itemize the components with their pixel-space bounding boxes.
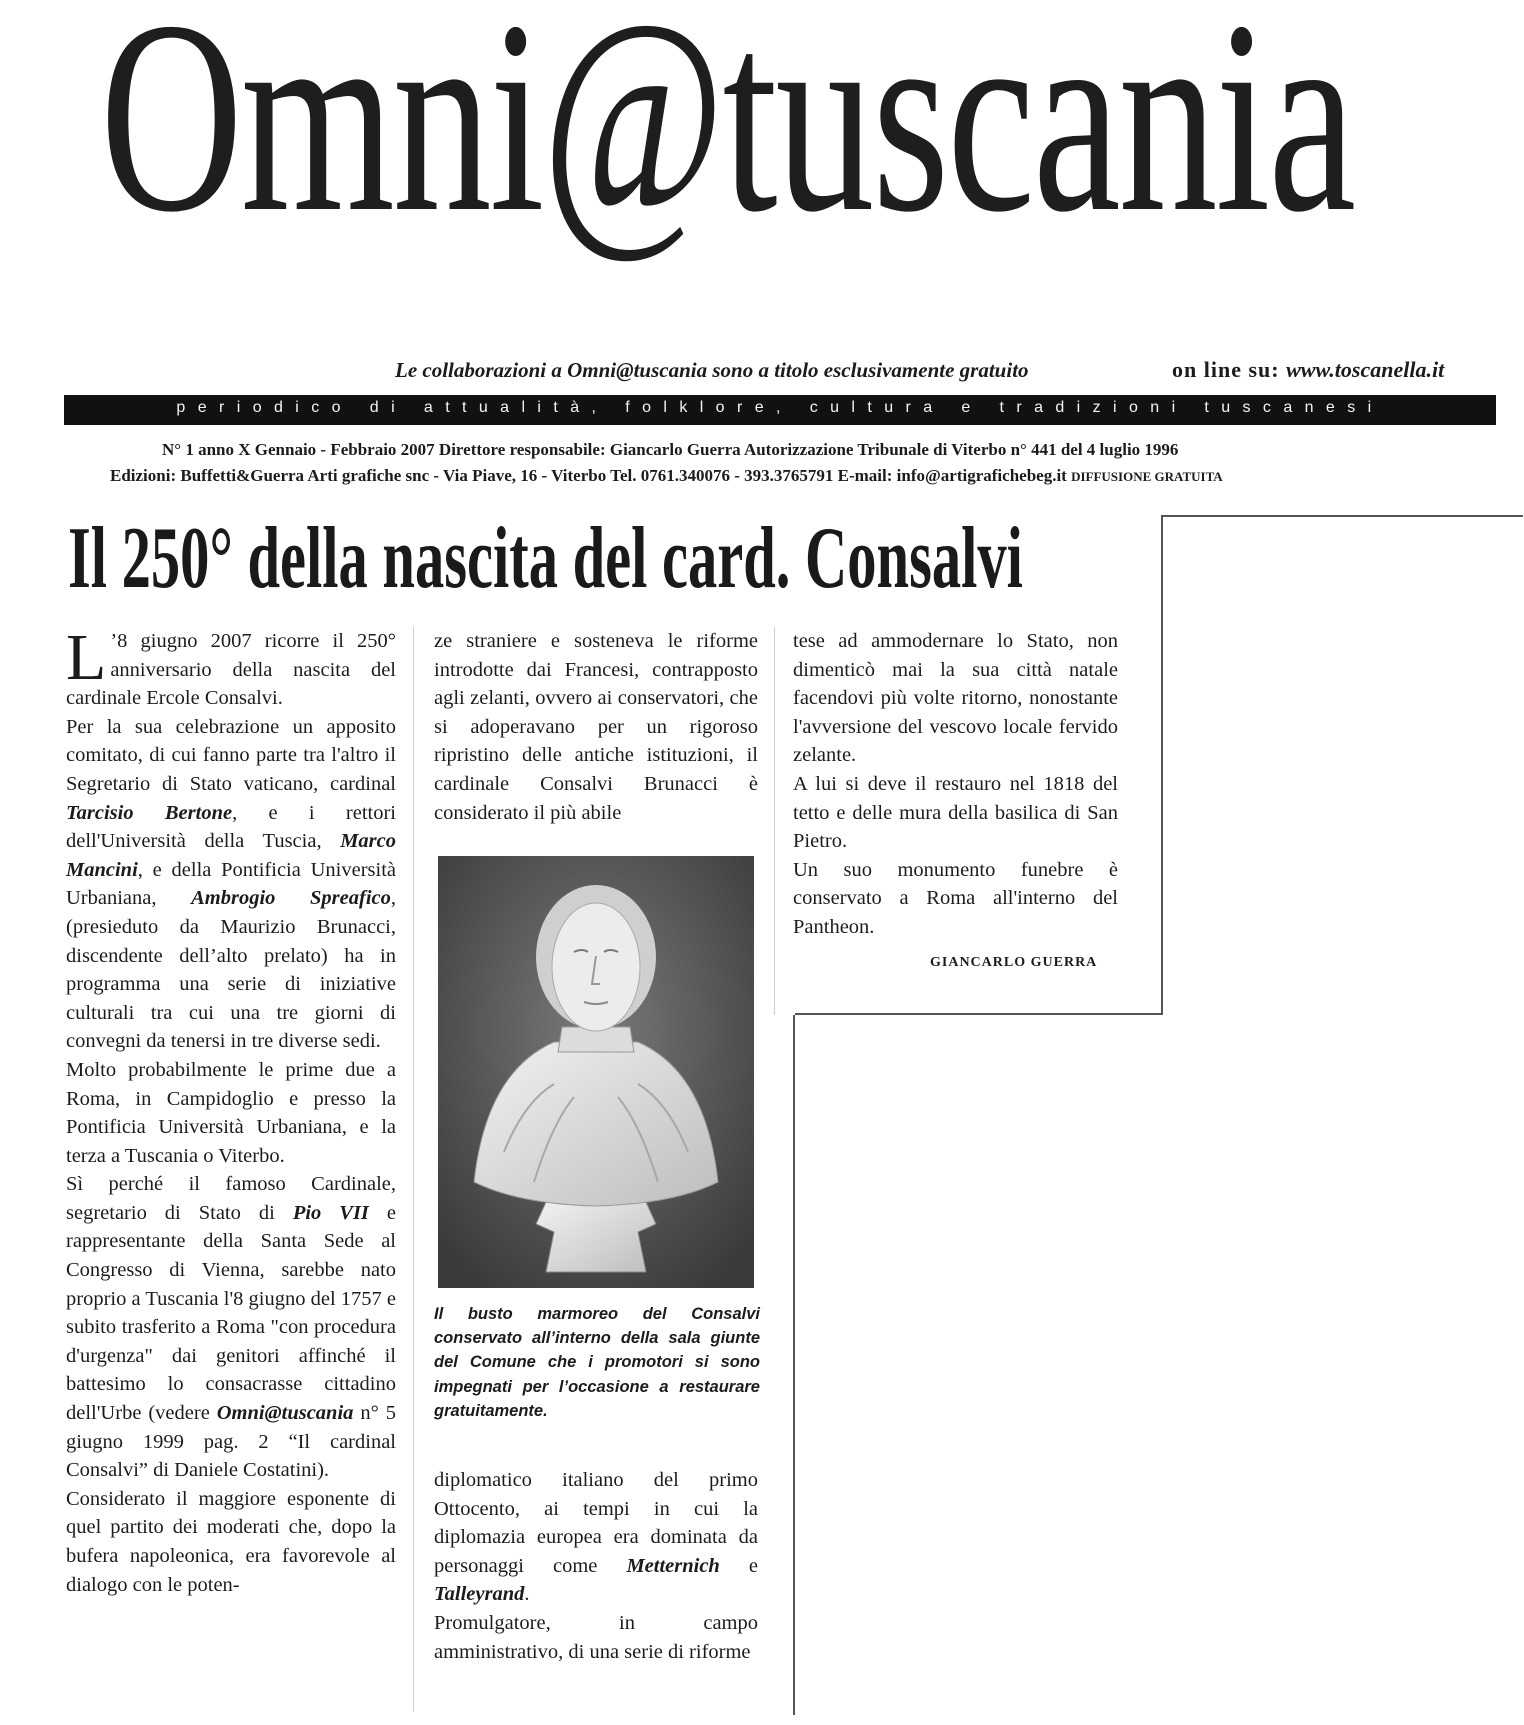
paragraph: Un suo monumento funebre è conservato a Roma all'interno del Pantheon. <box>793 858 1118 938</box>
bust-pedestal <box>536 1202 656 1272</box>
byline: GIANCARLO GUERRA <box>930 955 1098 970</box>
person-name: Metternich <box>626 1554 720 1577</box>
article-column-2-continued <box>434 1466 758 1666</box>
bust-face <box>552 903 640 1031</box>
masthead <box>100 20 1470 375</box>
text: Per la sua celebrazione un apposito comitato, di cui fanno parte tra l'altro il Segretario di Stato vaticano, cardinal <box>66 715 396 795</box>
column-divider <box>774 627 775 1015</box>
paragraph <box>434 1466 758 1609</box>
article-column-2 <box>434 627 758 827</box>
tagline-bar <box>64 395 1496 425</box>
clipping-edge-step <box>795 1013 1163 1015</box>
article-column-1 <box>66 621 396 1599</box>
article-column-3 <box>793 627 1118 942</box>
dropcap: L <box>66 621 107 694</box>
paragraph-text: ’8 giugno 2007 ricorre il 250° anniversario della nascita del cardinale Ercole Consalvi. <box>66 630 396 710</box>
collaboration-note: Le collaborazioni a Omni@tuscania sono a titolo esclusivamente gratuito <box>395 358 1029 382</box>
paragraph <box>66 713 396 1056</box>
person-name: Talleyrand <box>434 1583 525 1606</box>
issue-info-line1: N° 1 anno X Gennaio - Febbraio 2007 Direttore responsabile: Giancarlo Guerra Autorizzazione Tribunale di Viterbo n° 441 del 4 luglio 1996 <box>162 440 1179 459</box>
person-name: Ambrogio Spreafico <box>191 887 391 910</box>
clipping-edge-right <box>1161 515 1163 1015</box>
paragraph <box>66 1170 396 1485</box>
photo-caption: Il busto marmoreo del Consalvi conservato all’interno della sala giunte del Comune che i promotori si sono impegnati per l’occasione a restaurare gratuitamente. <box>434 1305 760 1420</box>
text: diplomatico italiano del primo Ottocento, ai tempi in cui la diplomazia europea era dominata da personaggi come <box>434 1469 758 1577</box>
person-name: Marco Mancini <box>66 830 396 881</box>
person-name: Tarcisio Bertone <box>66 801 233 824</box>
tagline: periodico di attualità, folklore, cultura e tradizioni tuscanesi <box>176 399 1384 416</box>
clipping-edge-top <box>1163 515 1523 517</box>
online-site-link[interactable]: www.toscanella.it <box>1286 357 1445 382</box>
text: e rappresentante della Santa Sede al Congresso di Vienna, sarebbe nato proprio a Tuscania l'8 giugno del 1757 e subito trasferito a Roma "con procedura d'urgenza" dai genitori affinché il battesimo lo consacrasse cittadino dell'Urbe (vedere <box>66 1201 396 1425</box>
paragraph: A lui si deve il restauro nel 1818 del tetto e delle mura della basilica di San Pietro. <box>793 772 1118 853</box>
publisher-info: Edizioni: Buffetti&Guerra Arti grafiche snc - Via Piave, 16 - Viterbo Tel. 0761.340076 - 393.3765791 E-mail: info@artigrafichebeg.it <box>110 466 1067 485</box>
headline-text: Il 250° della nascita del card. Consalvi <box>68 515 1023 605</box>
newspaper-name: Omni@tuscania <box>216 1402 354 1425</box>
online-note <box>1172 357 1444 383</box>
clipping-edge-lower <box>793 1015 795 1715</box>
issue-info-line2 <box>110 466 1223 486</box>
paragraph: Considerato il maggiore esponente di quel partito dei moderati che, dopo la bufera napoleonica, era favorevole al dialogo con le poten- <box>66 1487 396 1596</box>
text: , e i rettori dell'Università della Tuscia, <box>66 801 396 853</box>
online-label: on line su: <box>1172 357 1280 382</box>
bust-photo <box>434 852 758 1292</box>
paragraph: Molto probabilmente le prime due a Roma, in Campidoglio e presso la Pontificia Università Urbaniana, e la terza a Tuscania o Viterbo. <box>66 1058 396 1167</box>
column-divider <box>413 627 414 1712</box>
text: , (presieduto da Maurizio Brunacci, discendente dell’alto prelato) ha in programma una serie di iniziative culturali tra cui una tre giorni di convegni da tenersi in tre diverse sedi. <box>66 887 396 1053</box>
text: e <box>719 1554 758 1577</box>
paragraph: Promulgatore, in campo amministrativo, di una serie di riforme <box>434 1611 758 1663</box>
masthead-title: Omni@tuscania <box>100 20 1354 269</box>
text: Sì perché il famoso Cardinale, segretario di Stato di <box>66 1173 396 1224</box>
distribution-note: DIFFUSIONE GRATUITA <box>1071 469 1223 484</box>
text: , e della Pontificia Università Urbaniana, <box>66 858 396 910</box>
headline <box>68 515 1128 605</box>
text: . <box>524 1583 530 1606</box>
text: n° 5 giugno 1999 pag. 2 “Il cardinal Consalvi” di Daniele Costatini). <box>66 1402 396 1482</box>
paragraph: tese ad ammodernare lo Stato, non dimenticò mai la sua città natale facendovi più volte ritorno, nonostante l'avversione del vescovo locale fervido zelante. <box>793 630 1118 767</box>
paragraph: ze straniere e sosteneva le riforme introdotte dai Francesi, contrapposto agli zelanti, ovvero ai conservatori, che si adoperavano per un rigoroso ripristino delle antiche istituzioni, il cardinale Consalvi Brunacci è considerato il più abile <box>434 630 758 824</box>
person-name: Pio VII <box>292 1201 369 1224</box>
paragraph <box>66 621 396 713</box>
